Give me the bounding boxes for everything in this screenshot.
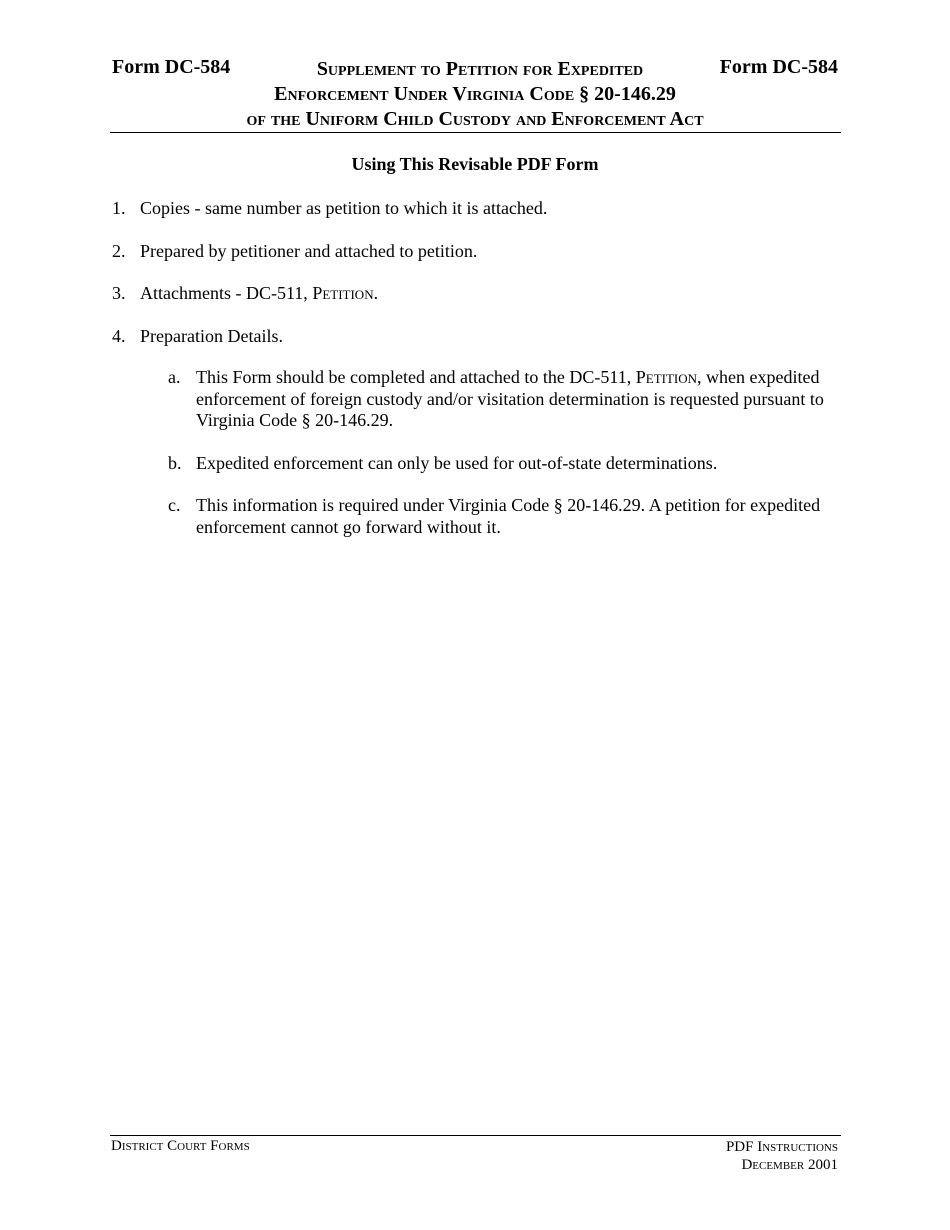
footer-divider <box>110 1135 841 1136</box>
form-title-line-1: Supplement to Petition for Expedited <box>316 58 644 80</box>
form-number-left: Form DC-584 <box>112 56 231 78</box>
sub-list <box>140 367 840 538</box>
sub-item-letter: a. <box>168 367 181 387</box>
item-text-before: Attachments - DC-511, <box>140 283 313 303</box>
item-number: 1. <box>112 198 126 218</box>
item-text-after: . <box>373 283 379 303</box>
sub-item-text-smallcaps: Petition <box>635 367 698 387</box>
footer-right-line-2: December 2001 <box>741 1157 838 1173</box>
page-subtitle: Using This Revisable PDF Form <box>351 154 599 174</box>
sub-item-letter: c. <box>168 495 181 515</box>
item-text: Preparation Details. <box>140 325 283 346</box>
list-item <box>112 241 840 263</box>
header-divider <box>110 132 841 133</box>
footer-right <box>726 1138 838 1174</box>
form-header <box>110 56 840 132</box>
form-title-line-2: Enforcement Under Virginia Code § 20-146.29 <box>274 83 676 105</box>
list-item <box>112 283 840 305</box>
sub-item-text-before: This Form should be completed and attached to the DC-511, <box>196 367 636 387</box>
item-text-smallcaps: Petition <box>312 283 374 303</box>
item-number: 4. <box>112 325 126 346</box>
form-title-line-3: of the Uniform Child Custody and Enforcement Act <box>246 108 704 130</box>
item-text: Copies - same number as petition to which it is attached. <box>140 198 548 218</box>
item-number: 3. <box>112 283 126 303</box>
footer-left-text: District Court Forms <box>111 1138 250 1154</box>
sub-list-item <box>140 367 840 432</box>
footer-right-line-1: PDF Instructions <box>725 1139 838 1155</box>
sub-item-text-after: , when expedited enforcement of foreign custody and/or visitation determination is requested pursuant to Virginia Code § 20-146.29. <box>196 367 824 430</box>
item-text: Prepared by petitioner and attached to petition. <box>140 240 478 261</box>
sub-item-text: Expedited enforcement can only be used for out-of-state determinations. <box>196 452 718 473</box>
item-number: 2. <box>112 240 126 261</box>
list-item <box>112 326 840 539</box>
instruction-list <box>112 198 840 559</box>
list-item <box>112 198 840 220</box>
sub-list-item <box>140 453 840 475</box>
form-number-right: Form DC-584 <box>719 56 838 78</box>
sub-item-letter: b. <box>168 452 182 473</box>
sub-list-item <box>140 495 840 538</box>
sub-item-text: This information is required under Virginia Code § 20-146.29. A petition for expedited enforcement cannot go forward without it. <box>196 495 821 537</box>
